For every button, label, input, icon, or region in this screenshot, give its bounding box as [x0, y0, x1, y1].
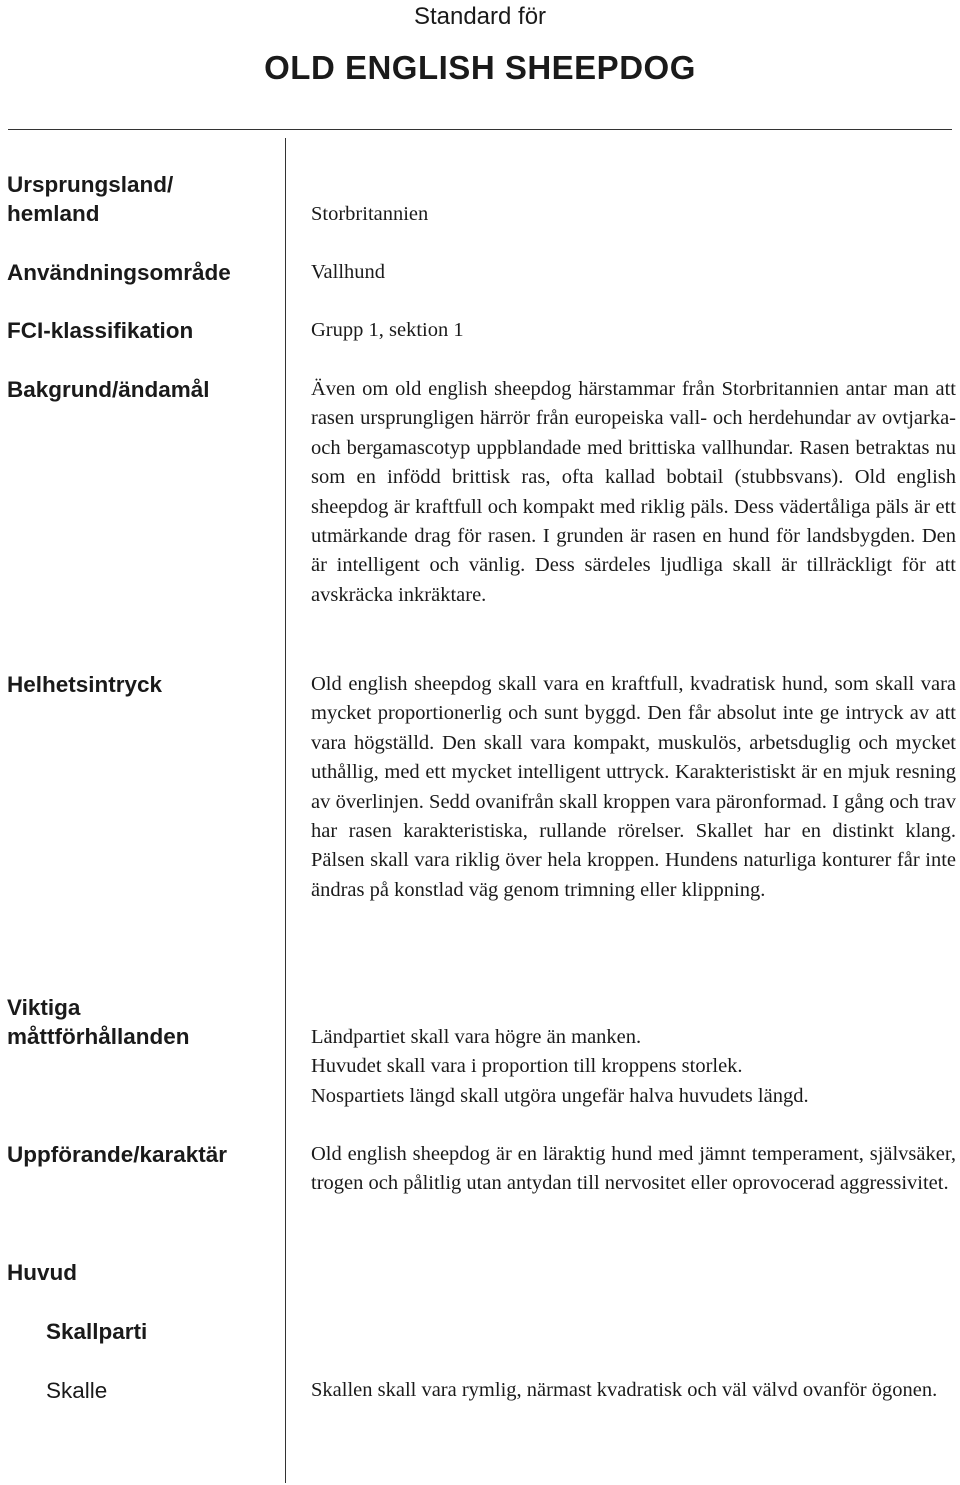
label-anvandningsomrade: Användningsområde	[7, 260, 231, 285]
label-bakgrund: Bakgrund/ändamål	[7, 377, 210, 402]
label-skalle: Skalle	[46, 1378, 108, 1403]
document-title: OLD ENGLISH SHEEPDOG	[264, 49, 696, 86]
label-viktiga-line1: Viktiga	[7, 995, 81, 1020]
text-bakgrund: Även om old english sheepdog härstammar från Storbritannien antar man att rasen ursprungligen härrör från europeiska vall- och herdehundar av ovtjarka- och bergamascotyp uppblandade med brittiska vallhundar. Rasen betraktas nu som en infödd brittisk ras, ofta kallad bobtail (stubbsvans). Old english sheepdog är kraftfull och kompakt med riklig päls. Dess vädertåliga päls är ett utmärkande drag för rasen. I grunden är rasen en hund för landsbygden. Den är intelligent och vänlig. Dess särdeles ljudliga skall är tillräckligt för att avskräcka inkräktare.	[311, 378, 956, 606]
label-ursprungsland-line2: hemland	[7, 201, 100, 226]
text-fci-klassifikation: Grupp 1, sektion 1	[311, 319, 464, 341]
label-viktiga-mattforhallanden	[7, 993, 279, 1051]
label-huvud: Huvud	[7, 1260, 77, 1285]
document-subtitle: Standard för	[413, 3, 547, 30]
label-ursprungsland	[7, 170, 279, 228]
label-fci-klassifikation: FCI-klassifikation	[7, 318, 194, 343]
text-viktiga-mattforhallanden	[311, 1023, 956, 1111]
column-divider	[285, 138, 286, 1483]
text-skalle: Skallen skall vara rymlig, närmast kvadratisk och väl välvd ovanför ögonen.	[311, 1379, 938, 1401]
header-divider	[8, 129, 952, 130]
label-viktiga-line2: måttförhållanden	[7, 1024, 190, 1049]
text-anvandningsomrade: Vallhund	[311, 261, 386, 283]
matt-line-3: Nospartiets längd skall utgöra ungefär halva huvudets längd.	[311, 1084, 809, 1107]
text-helhetsintryck: Old english sheepdog skall vara en kraftfull, kvadratisk hund, som skall vara mycket proportionerlig och sunt byggd. Den får absolut inte ge intryck av att vara högställd. Den skall vara kompakt, muskulös, arbetsduglig och mycket uthållig, med ett mycket intelligent uttryck. Karakteristiskt är en mjuk resning av överlinjen. Sedd ovanifrån skall kroppen vara päronformad. I gång och trav har rasen karakteristiska, rullande rörelser. Skallet har en distinkt klang. Pälsen skall vara riklig över hela kroppen. Hundens naturliga konturer får inte ändras på konstlad väg genom trimning eller klippning.	[311, 673, 956, 901]
label-helhetsintryck: Helhetsintryck	[7, 672, 163, 697]
label-uppforande: Uppförande/karaktär	[7, 1142, 228, 1167]
matt-line-1: Ländpartiet skall vara högre än manken.	[311, 1026, 642, 1048]
text-ursprungsland: Storbritannien	[311, 203, 429, 225]
label-ursprungsland-line1: Ursprungsland/	[7, 172, 174, 197]
text-uppforande: Old english sheepdog är en läraktig hund med jämnt temperament, självsäker, trogen och pålitlig utan antydan till nervositet eller oprovocerad aggressivitet.	[311, 1143, 956, 1195]
label-skallparti: Skallparti	[46, 1319, 148, 1344]
matt-line-2: Huvudet skall vara i proportion till kroppens storlek.	[311, 1055, 743, 1078]
